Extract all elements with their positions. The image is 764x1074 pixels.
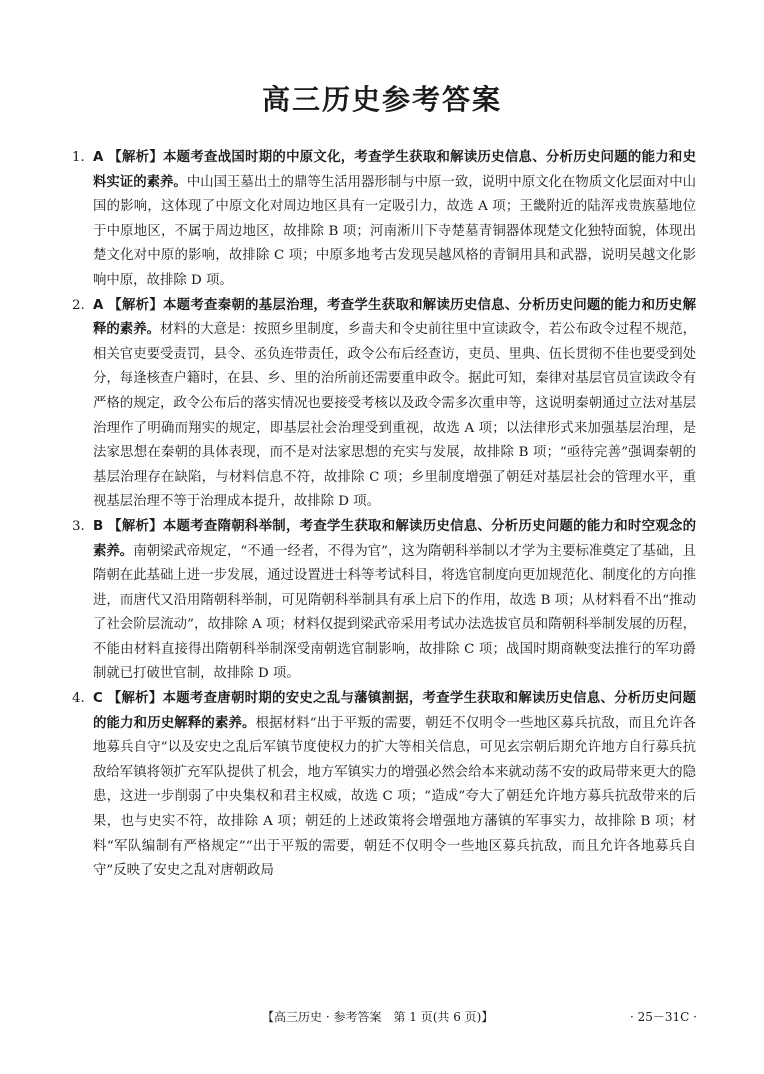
answer-text — [93, 294, 696, 515]
question-number: 1. — [72, 150, 85, 165]
answer-text — [93, 515, 696, 687]
page-title: 高三历史参考答案 — [261, 83, 502, 116]
answer-body: 根据材料“出于平叛的需要，朝廷不仅明令一些地区募兵抗敌，而且允许各地募兵自守”以及安史之乱后军镇节度使权力的扩大等相关信息，可见玄宗朝后期允许地方自行募兵抗敌给军镇将领扩充军队提供了机会，地方军镇实力的增强必然会给本来就动荡不安的政局带来更大的隐患，这进一步削弱了中央集权和君主权威，故选 C 项；“造成”夸大了朝廷允许地方募兵抗敌带来的后果，也与史实不符，故排除 A 项；朝廷的上述政策将会增强地方藩镇的军事实力，故排除 B 项；材料“军队编制有严格规定”“出于平叛的需要，朝廷不仅明令一些地区募兵抗敌，而且允许各地募兵自守”反映了安史之乱对唐朝政局 — [93, 715, 697, 879]
answer-list — [72, 146, 696, 884]
question-number: 4. — [72, 691, 85, 707]
answer-body: 中山国王墓出土的鼎等生活用器形制与中原一致，说明中原文化在物质文化层面对中山国的影响，这体现了中原文化对周边地区具有一定吸引力，故选 A 项；王畿附近的陆浑戎贵族墓地位于中原地区，不属于周边地区，故排除 B 项；河南淅川下寺楚墓青铜器体现楚文化独特面貌，体现出楚文化对中原的影响，故排除 C 项；中原多地考古发现吴越风格的青铜用具和武器，说明吴越文化影响中原，故排除 D 项。 — [93, 174, 697, 288]
answer-item-4 — [72, 687, 696, 884]
footer-code: · 25－31C · — [630, 1010, 697, 1024]
answer-text — [93, 687, 696, 884]
answer-lead: A 【解析】本题考查战国时期的中原文化，考查学生获取和解读历史信息、分析历史问题的能力和史料实证的素养。 — [93, 150, 696, 190]
footer-page-info: 【高三历史 · 参考答案 第 1 页(共 6 页)】 — [262, 1010, 494, 1024]
answer-lead: A 【解析】本题考查秦朝的基层治理，考查学生获取和解读历史信息、分析历史问题的能力和历史解释的素养。 — [93, 297, 696, 338]
question-number: 2. — [72, 297, 85, 313]
answer-item-2 — [72, 294, 696, 515]
answer-text — [93, 146, 696, 294]
answer-item-1 — [72, 146, 696, 294]
answer-lead: B 【解析】本题考查隋朝科举制，考查学生获取和解读历史信息、分析历史问题的能力和时空观念的素养。 — [93, 518, 696, 559]
answer-body: 材料的大意是：按照乡里制度，乡啬夫和令史前往里中宣读政令，若公布政令过程不规范，相关官吏要受责罚，县令、丞负连带责任，政令公布后经查访，吏员、里典、伍长贯彻不佳也要受到处分，每逢核查户籍时，在县、乡、里的治所前还需要重申政令。据此可知，秦律对基层官员宣读政令有严格的规定，政令公布后的落实情况也要接受考核以及政令需多次重申等，这说明秦朝通过立法对基层治理作了明确而翔实的规定，即基层社会治理受到重视，故选 A 项；以法律形式来加强基层治理，是法家思想在秦朝的具体表现，而不是对法家思想的充实与发展，故排除 B 项；“亟待完善”强调秦朝的基层治理存在缺陷，与材料信息不符，故排除 C 项；乡里制度增强了朝廷对基层社会的管理水平，重视基层治理不等于治理成本提升，故排除 D 项。 — [93, 322, 697, 510]
answer-item-3 — [72, 515, 696, 687]
question-number: 3. — [72, 518, 85, 534]
answer-lead: C 【解析】本题考查唐朝时期的安史之乱与藩镇割据，考查学生获取和解读历史信息、分析历史问题的能力和历史解释的素养。 — [93, 691, 696, 731]
answer-body: 南朝梁武帝规定，“不通一经者，不得为官”，这为隋朝科举制以才学为主要标准奠定了基础，且隋朝在此基础上进一步发展，通过设置进士科等考试科目，将选官制度向更加规范化、制度化的方向推进，而唐代又沿用隋朝科举制，可见隋朝科举制具有承上启下的作用，故选 B 项；从材料看不出“推动了社会阶层流动”，故排除 A 项；材料仅提到梁武帝采用考试办法选拔官员和隋朝科举制发展的历程，不能由材料直接得出隋朝科举制深受南朝选官制影响，故排除 C 项；战国时期商鞅变法推行的军功爵制就已打破世官制，故排除 D 项。 — [93, 543, 696, 682]
